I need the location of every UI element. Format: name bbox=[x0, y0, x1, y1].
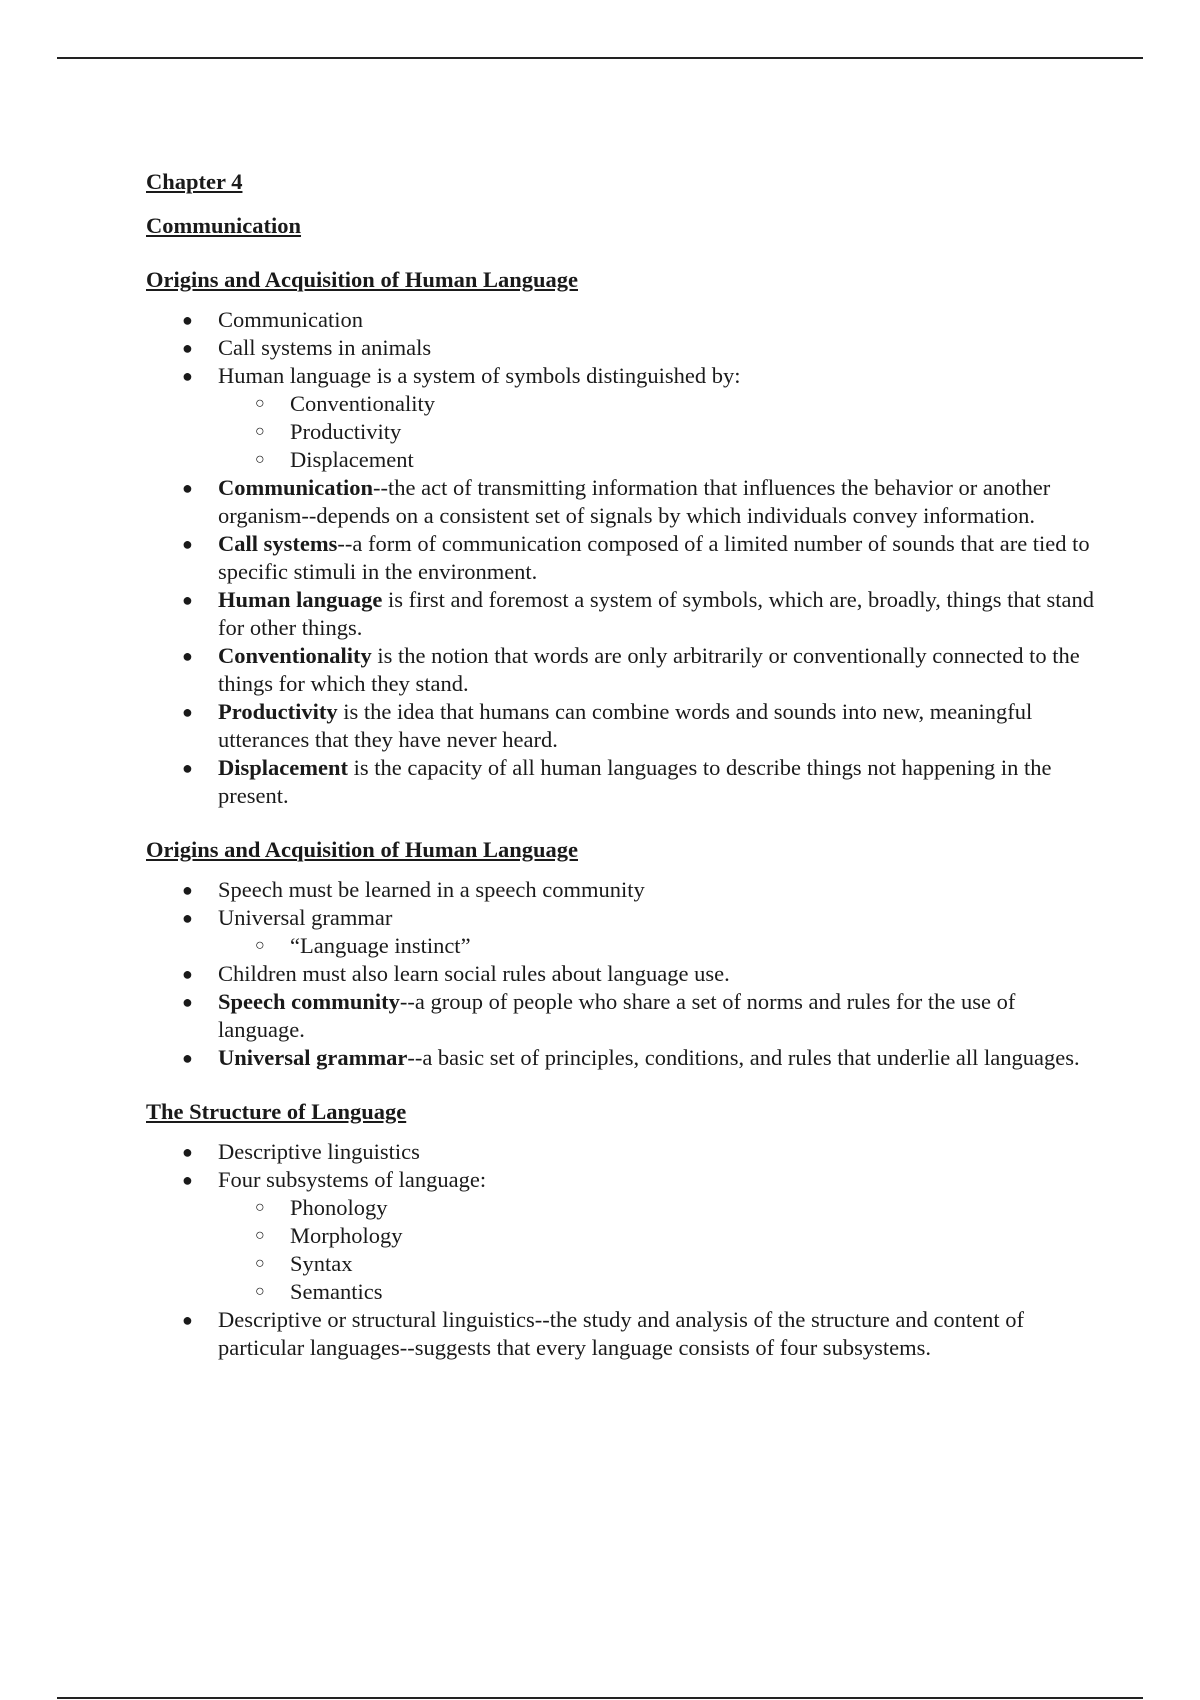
section-heading: Origins and Acquisition of Human Language bbox=[146, 267, 578, 292]
sub-list-item bbox=[218, 1278, 1096, 1306]
circle-bullet-icon: ○ bbox=[255, 937, 265, 954]
page-title: Communication bbox=[146, 213, 302, 238]
bullet-icon: ● bbox=[182, 702, 193, 722]
list-item bbox=[146, 334, 1096, 362]
item-text: --a basic set of principles, conditions, and rules that underlie all languages. bbox=[407, 1045, 1080, 1070]
list-item bbox=[146, 1044, 1096, 1072]
item-text: is first and foremost a system of symbols, which are, broadly, things that stand for other things. bbox=[218, 587, 1094, 640]
item-text: --a form of communication composed of a limited number of sounds that are tied to specific stimuli in the environment. bbox=[218, 531, 1090, 584]
circle-bullet-icon: ○ bbox=[255, 1227, 265, 1244]
item-text: --the act of transmitting information that influences the behavior or another organism--depends on a consistent set of signals by which individuals convey information. bbox=[218, 475, 1051, 528]
circle-bullet-icon: ○ bbox=[255, 1255, 265, 1272]
bullet-icon: ● bbox=[182, 338, 193, 358]
bullet-icon: ● bbox=[182, 758, 193, 778]
item-text: is the notion that words are only arbitrarily or conventionally connected to the things for which they stand. bbox=[218, 643, 1080, 696]
bullet-icon: ● bbox=[182, 310, 193, 330]
bullet-icon: ● bbox=[182, 590, 193, 610]
top-rule bbox=[57, 57, 1143, 59]
bottom-rule bbox=[57, 1697, 1143, 1699]
bullet-icon: ● bbox=[182, 366, 193, 386]
sub-item-text: Syntax bbox=[290, 1251, 353, 1276]
item-text: --a group of people who share a set of norms and rules for the use of language. bbox=[218, 989, 1016, 1042]
item-text: Human language is a system of symbols distinguished by: bbox=[218, 363, 741, 388]
circle-bullet-icon: ○ bbox=[255, 423, 265, 440]
list-item bbox=[146, 698, 1096, 754]
item-text: Children must also learn social rules about language use. bbox=[218, 961, 730, 986]
list-item bbox=[146, 474, 1096, 530]
term: Conventionality bbox=[218, 643, 372, 668]
sub-item-text: Phonology bbox=[290, 1195, 388, 1220]
list-item bbox=[146, 1138, 1096, 1166]
list-item bbox=[146, 1306, 1096, 1362]
bullet-icon: ● bbox=[182, 646, 193, 666]
sub-list-item bbox=[218, 1194, 1096, 1222]
bullet-icon: ● bbox=[182, 534, 193, 554]
bullet-icon: ● bbox=[182, 1170, 193, 1190]
list-item bbox=[146, 530, 1096, 586]
sub-list-item bbox=[218, 932, 1096, 960]
bullet-list bbox=[146, 1138, 1096, 1362]
bullet-icon: ● bbox=[182, 964, 193, 984]
bullet-icon: ● bbox=[182, 478, 193, 498]
term: Communication bbox=[218, 475, 374, 500]
item-text: Speech must be learned in a speech community bbox=[218, 877, 645, 902]
chapter-heading: Chapter 4 bbox=[146, 169, 243, 194]
bullet-icon: ● bbox=[182, 1310, 193, 1330]
item-text: Four subsystems of language: bbox=[218, 1167, 487, 1192]
circle-bullet-icon: ○ bbox=[255, 451, 265, 468]
list-item bbox=[146, 960, 1096, 988]
sub-list-item bbox=[218, 1250, 1096, 1278]
list-item bbox=[146, 362, 1096, 474]
circle-bullet-icon: ○ bbox=[255, 395, 265, 412]
bullet-icon: ● bbox=[182, 1142, 193, 1162]
item-text: Descriptive or structural linguistics--the study and analysis of the structure and content of particular languages--suggests that every language consists of four subsystems. bbox=[218, 1307, 1025, 1360]
bullet-list bbox=[146, 876, 1096, 1072]
item-text: is the capacity of all human languages to describe things not happening in the present. bbox=[218, 755, 1052, 808]
section-heading: The Structure of Language bbox=[146, 1099, 407, 1124]
sub-list-item bbox=[218, 446, 1096, 474]
circle-bullet-icon: ○ bbox=[255, 1283, 265, 1300]
term: Displacement bbox=[218, 755, 348, 780]
sub-list bbox=[218, 1194, 1096, 1306]
list-item bbox=[146, 904, 1096, 960]
list-item bbox=[146, 876, 1096, 904]
list-item bbox=[146, 1166, 1096, 1306]
sub-item-text: Semantics bbox=[290, 1279, 383, 1304]
item-text: Communication bbox=[218, 307, 363, 332]
sub-item-text: “Language instinct” bbox=[290, 933, 471, 958]
circle-bullet-icon: ○ bbox=[255, 1199, 265, 1216]
section-heading: Origins and Acquisition of Human Language bbox=[146, 837, 578, 862]
sub-list-item bbox=[218, 390, 1096, 418]
list-item bbox=[146, 586, 1096, 642]
bullet-icon: ● bbox=[182, 908, 193, 928]
item-text: is the idea that humans can combine words and sounds into new, meaningful utterances that they have never heard. bbox=[218, 699, 1033, 752]
term: Speech community bbox=[218, 989, 400, 1014]
list-item bbox=[146, 642, 1096, 698]
list-item bbox=[146, 754, 1096, 810]
sub-list-item bbox=[218, 418, 1096, 446]
sub-list bbox=[218, 390, 1096, 474]
term: Call systems bbox=[218, 531, 338, 556]
sections-container bbox=[146, 266, 1096, 1362]
bullet-icon: ● bbox=[182, 1048, 193, 1068]
list-item bbox=[146, 988, 1096, 1044]
sub-item-text: Displacement bbox=[290, 447, 414, 472]
sub-item-text: Productivity bbox=[290, 419, 402, 444]
list-item bbox=[146, 306, 1096, 334]
sub-item-text: Morphology bbox=[290, 1223, 403, 1248]
document-body bbox=[146, 168, 1096, 1388]
item-text: Call systems in animals bbox=[218, 335, 432, 360]
sub-list bbox=[218, 932, 1096, 960]
item-text: Descriptive linguistics bbox=[218, 1139, 420, 1164]
bullet-list bbox=[146, 306, 1096, 810]
bullet-icon: ● bbox=[182, 880, 193, 900]
term: Human language bbox=[218, 587, 383, 612]
term: Universal grammar bbox=[218, 1045, 408, 1070]
item-text: Universal grammar bbox=[218, 905, 393, 930]
term: Productivity bbox=[218, 699, 338, 724]
bullet-icon: ● bbox=[182, 992, 193, 1012]
sub-list-item bbox=[218, 1222, 1096, 1250]
sub-item-text: Conventionality bbox=[290, 391, 435, 416]
